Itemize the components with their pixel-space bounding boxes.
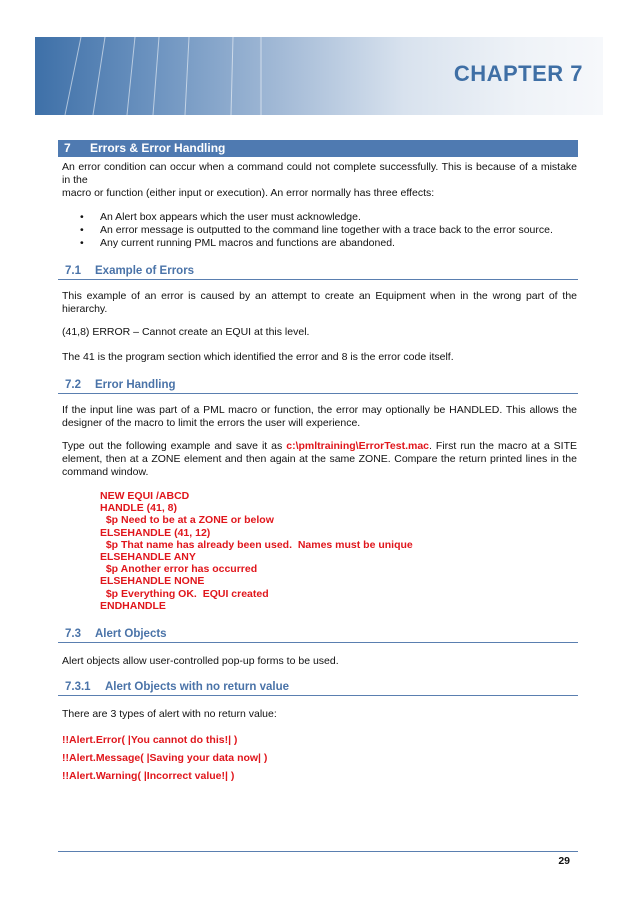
footer-divider: [58, 851, 578, 852]
heading-number: 7.2: [65, 379, 81, 391]
s71-paragraph-1: This example of an error is caused by an attempt to create an Equipment when in the wrong part of the hierarchy.: [62, 290, 577, 315]
heading-title: Alert Objects with no return value: [105, 681, 290, 693]
intro-line-2: macro or function (either input or execution). An error normally has three effects:: [62, 187, 435, 199]
heading-7-2: [58, 376, 578, 394]
list-item: • An error message is outputted to the command line together with a trace back to the error source.: [80, 224, 580, 237]
s731-paragraph-1: There are 3 types of alert with no return value:: [62, 708, 277, 720]
heading-number: 7.3: [65, 628, 81, 640]
s72-paragraph-1: If the input line was part of a PML macro or function, the error may optionally be HANDLED. This allows the designer of the macro to limit the errors the user will experience.: [62, 404, 577, 429]
s72-paragraph-2: [62, 440, 577, 479]
heading-number: 7.3.1: [65, 681, 91, 693]
s72-p2-before: Type out the following example and save it as: [62, 440, 287, 452]
intro-paragraph: [62, 161, 577, 200]
s72-p2-after: . First run the macro at a SITE element, then at a ZONE element and then again at the same ZONE. Compare the return printed lines in the command window.: [62, 440, 577, 478]
list-item: • Any current running PML macros and functions are abandoned.: [80, 237, 580, 250]
heading-7-3-1: [58, 678, 578, 696]
heading-title: Alert Objects: [95, 628, 167, 640]
heading-title: Error Handling: [95, 379, 176, 391]
list-item: • An Alert box appears which the user must acknowledge.: [80, 211, 580, 224]
section-heading: [58, 140, 578, 157]
alert-error-line: !!Alert.Error( |You cannot do this!| ): [62, 734, 238, 746]
code-block: NEW EQUI /ABCD HANDLE (41, 8) $p Need to be at a ZONE or below ELSEHANDLE (41, 12) $p That name has already been used. Names must be unique ELSEHANDLE ANY $p Another error has occurred ELSEHANDLE NONE $p Everything OK. EQUI created ENDHANDLE: [100, 490, 413, 612]
heading-7-1: [58, 262, 578, 280]
page-number: 29: [558, 855, 570, 867]
heading-7-3: [58, 625, 578, 643]
alert-warning-line: !!Alert.Warning( |Incorrect value!| ): [62, 770, 235, 782]
effects-list: [80, 211, 580, 250]
s73-paragraph-1: Alert objects allow user-controlled pop-up forms to be used.: [62, 655, 339, 667]
section-number: 7: [64, 141, 71, 155]
chapter-banner: [35, 37, 603, 115]
intro-line-1: An error condition can occur when a command could not complete successfully. This is because of a mistake in the: [62, 161, 577, 186]
s71-paragraph-3: The 41 is the program section which identified the error and 8 is the error code itself.: [62, 351, 454, 363]
heading-title: Example of Errors: [95, 265, 195, 277]
file-path: c:\pmltraining\ErrorTest.mac: [286, 440, 430, 452]
alert-message-line: !!Alert.Message( |Saving your data now| ): [62, 752, 268, 764]
section-title: Errors & Error Handling: [90, 141, 226, 155]
chapter-title: CHAPTER 7: [453, 61, 583, 86]
heading-number: 7.1: [65, 265, 81, 277]
s71-error-example: (41,8) ERROR – Cannot create an EQUI at this level.: [62, 326, 310, 338]
